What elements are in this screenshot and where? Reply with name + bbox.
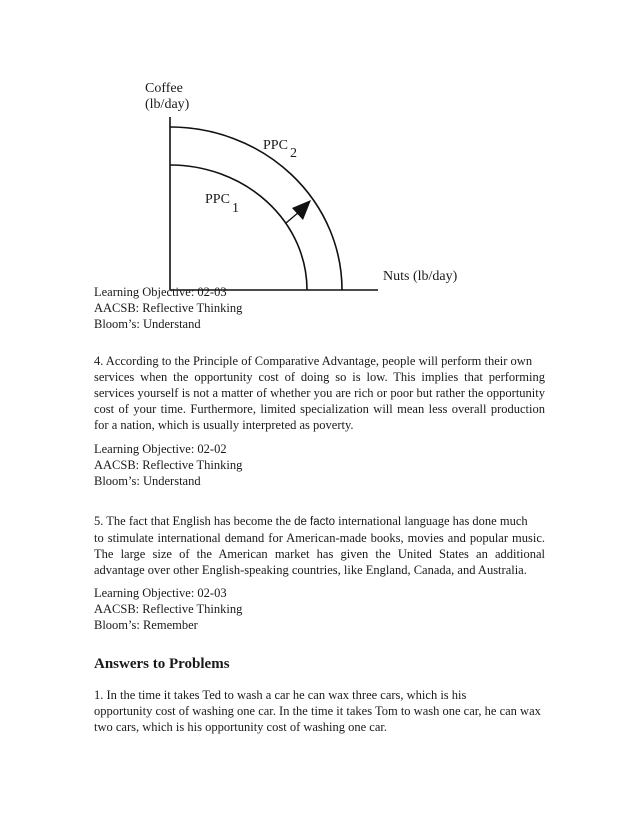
ppc-2-label: PPC xyxy=(263,138,288,153)
answer-5-paragraph xyxy=(94,513,545,578)
answer-4-line: 4. According to the Principle of Comparative Advantage, people will perform their own xyxy=(94,354,533,368)
problem-1-line: two cars, which is his opportunity cost of washing one car. xyxy=(94,720,388,734)
answer-4-line: services when the opportunity cost of doing so is low. This implies that performing xyxy=(94,370,545,384)
lo-block-1 xyxy=(94,284,242,332)
learning-objective: Learning Objective: 02-02 xyxy=(94,442,227,456)
x-axis-label: Nuts (lb/day) xyxy=(383,269,458,284)
answer-5-line xyxy=(94,513,545,530)
ppc-figure xyxy=(0,0,638,300)
lo-block-3 xyxy=(94,585,242,633)
aacsb-tag: AACSB: Reflective Thinking xyxy=(94,458,243,472)
answer-5-line-end: international language has done much xyxy=(334,514,528,528)
problem-1-line: opportunity cost of washing one car. In the time it takes Tom to wash one car, he can wax xyxy=(94,704,541,718)
answer-4-line: for a nation, which is usually interpreted as poverty. xyxy=(94,418,354,432)
answer-4-line: services yourself is not a matter of whether you are rich or poor but rather the opportunity xyxy=(94,386,545,400)
ppc-1-subscript: 1 xyxy=(232,201,239,216)
ppc-graph xyxy=(0,0,638,300)
answer-5-line: to stimulate international demand for American-made books, movies and popular music. xyxy=(94,531,545,545)
learning-objective: Learning Objective: 02-03 xyxy=(94,285,227,299)
aacsb-tag: AACSB: Reflective Thinking xyxy=(94,301,243,315)
learning-objective: Learning Objective: 02-03 xyxy=(94,586,227,600)
lo-block-2 xyxy=(94,441,242,489)
shift-arrow-head xyxy=(292,200,311,220)
problem-1-line: 1. In the time it takes Ted to wash a car he can wax three cars, which is his xyxy=(94,688,467,702)
bloom-tag: Bloom’s: Understand xyxy=(94,474,201,488)
y-axis-label-line2: (lb/day) xyxy=(145,97,190,112)
answer-5-line: advantage over other English-speaking countries, like England, Canada, and Australia. xyxy=(94,563,527,577)
answer-4-line: cost of your time. Furthermore, limited specialization will mean less overall production xyxy=(94,402,545,416)
ppc-1-curve xyxy=(170,165,307,290)
answer-5-line-start: 5. The fact that English has become the xyxy=(94,514,295,528)
bloom-tag: Bloom’s: Understand xyxy=(94,317,201,331)
answer-4-paragraph xyxy=(94,353,545,433)
de-facto-term: de facto xyxy=(294,516,335,528)
shift-arrow-shaft xyxy=(286,212,299,223)
ppc-2-curve xyxy=(170,127,342,290)
section-heading: Answers to Problems xyxy=(94,656,230,672)
problem-1-paragraph xyxy=(94,687,545,735)
answer-5-line: The large size of the American market has given the United States an additional xyxy=(94,547,545,561)
y-axis-label-line1: Coffee xyxy=(145,81,183,96)
ppc-1-label: PPC xyxy=(205,192,230,207)
ppc-2-subscript: 2 xyxy=(290,146,297,161)
bloom-tag: Bloom’s: Remember xyxy=(94,618,198,632)
aacsb-tag: AACSB: Reflective Thinking xyxy=(94,602,243,616)
